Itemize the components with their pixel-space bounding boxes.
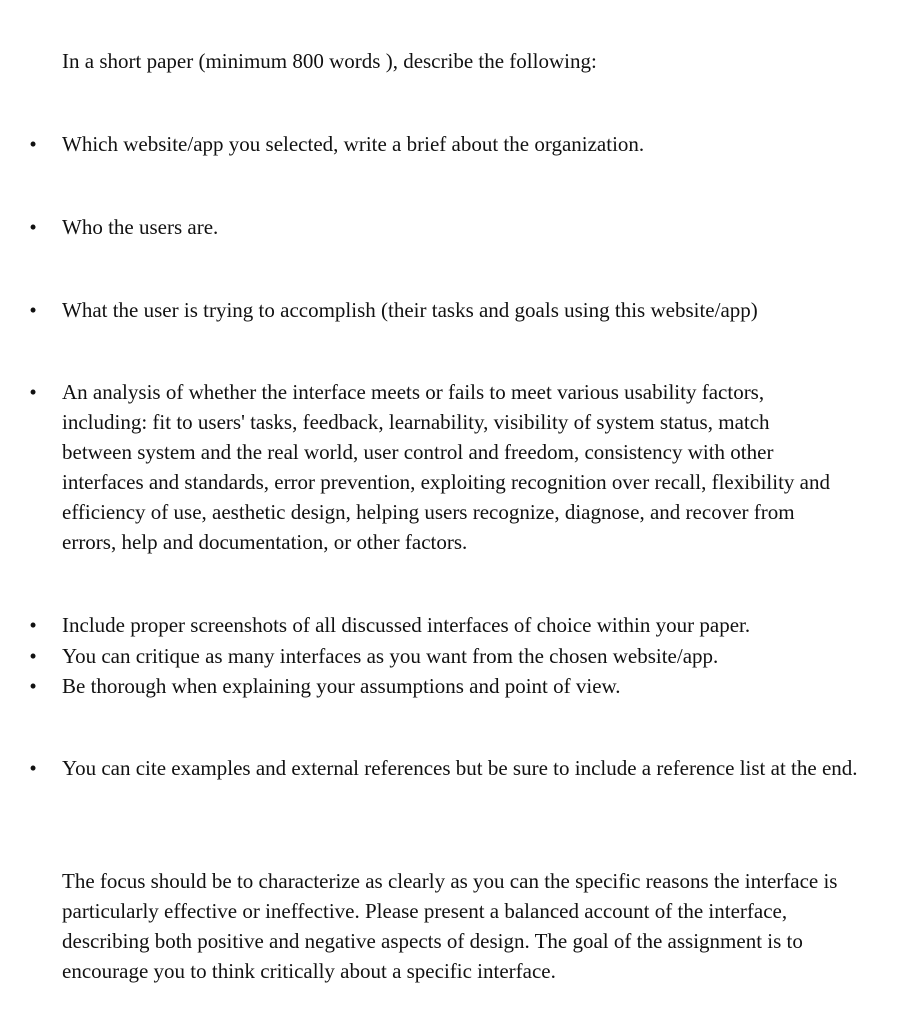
bullet-item-goals: [29, 295, 862, 325]
bullet-dot: •: [29, 298, 37, 322]
bullet-text: Include proper screenshots of all discussed interfaces of choice within your paper.: [62, 613, 751, 637]
bullet-dot: •: [29, 132, 37, 156]
bullet-dot: •: [29, 380, 37, 404]
bullet-item-thorough: [29, 671, 862, 701]
bullet-dot: •: [29, 215, 37, 239]
bullet-item-screenshots: [29, 610, 862, 640]
bullet-item-users: [29, 212, 862, 242]
bullet-dot: •: [29, 674, 37, 698]
bullet-text: You can cite examples and external references but be sure to include a reference list at the end.: [62, 756, 858, 780]
bullet-dot: •: [29, 613, 37, 637]
bullet-text: What the user is trying to accomplish (their tasks and goals using this website/app): [62, 298, 758, 322]
bullet-text: Which website/app you selected, write a brief about the organization.: [62, 132, 645, 156]
bullet-dot: •: [29, 756, 37, 780]
bullet-text: An analysis of whether the interface meets or fails to meet various usability factors, including: fit to users' tasks, feedback, learnability, visibility of system status, match between system and the real world, user control and freedom, consistency with other interfaces and standards, error prevention, exploiting recognition over recall, flexibility and efficiency of use, aesthetic design, helping users recognize, diagnose, and recover from errors, help and documentation, or other factors.: [62, 380, 830, 554]
bullet-item-website: [29, 129, 862, 159]
bullet-text: Who the users are.: [62, 215, 219, 239]
bullet-item-usability-analysis: [29, 377, 837, 557]
bullet-item-critique: [29, 641, 862, 671]
bullet-text: Be thorough when explaining your assumptions and point of view.: [62, 674, 621, 698]
bullet-item-references: [29, 753, 862, 783]
intro-paragraph: In a short paper (minimum 800 words ), describe the following:: [62, 49, 597, 73]
bullet-text: You can critique as many interfaces as you want from the chosen website/app.: [62, 644, 719, 668]
bullet-dot: •: [29, 644, 37, 668]
closing-paragraph: The focus should be to characterize as clearly as you can the specific reasons the interface is particularly effective or ineffective. Please present a balanced account of the interface, describing both positive and negative aspects of design. The goal of the assignment is to encourage you to think critically about a specific interface.: [62, 869, 838, 983]
